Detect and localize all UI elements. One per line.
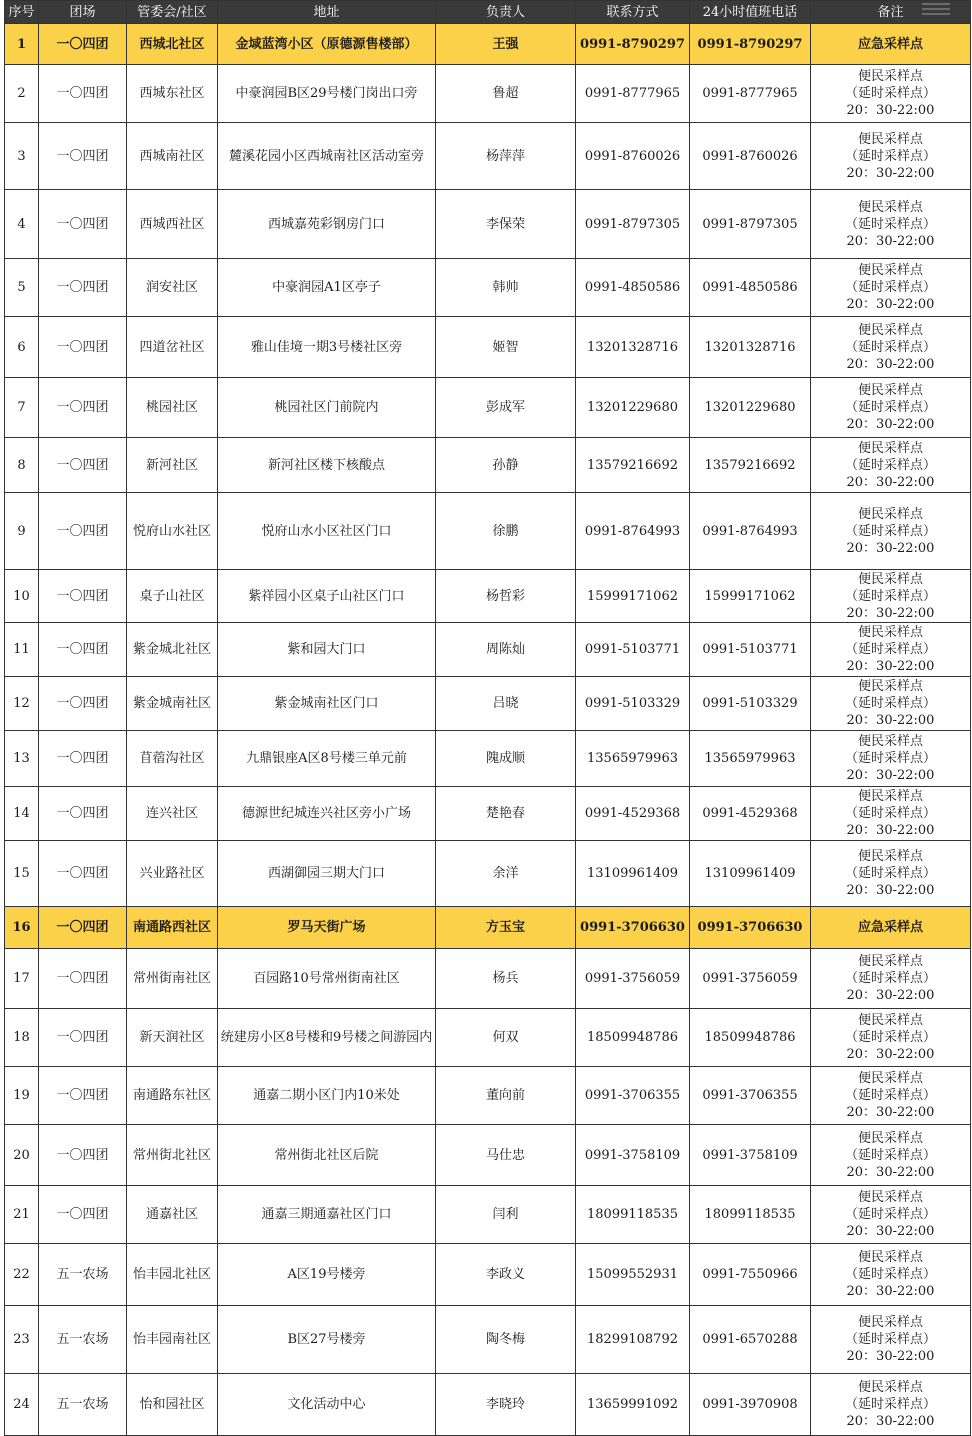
cell-hotline: 0991-8777965 [690,65,811,123]
cell-tuan: 一〇四团 [39,123,127,190]
note-line: 20：30-22:00 [846,883,935,898]
note-line: （延时采样点） [844,216,936,232]
note-line: 20：30-22:00 [846,165,935,181]
col-header-tuan: 团场 [39,1,127,24]
cell-note [811,623,971,677]
cell-person: 方玉宝 [436,907,576,949]
cell-note [811,438,971,493]
cell-hotline: 0991-5103771 [690,623,811,677]
cell-note [811,259,971,317]
note-line: （延时采样点） [844,339,936,355]
cell-note [811,190,971,259]
cell-hotline: 0991-8790297 [690,24,811,65]
cell-person: 彭成军 [436,378,576,438]
cell-community: 南通路东社区 [127,1067,218,1125]
cell-community: 新天润社区 [127,1009,218,1067]
cell-hotline: 0991-4529368 [690,787,811,841]
cell-community: 苜蓿沟社区 [127,731,218,787]
cell-note [811,1125,971,1186]
cell-community: 连兴社区 [127,787,218,841]
note-line: 20：30-22:00 [846,1105,935,1120]
note-line: 20：30-22:00 [846,823,935,838]
cell-community: 新河社区 [127,438,218,493]
note-line: 便民采样点 [857,625,923,640]
cell-tuan: 五一农场 [39,1374,127,1436]
cell-hotline: 13109961409 [690,841,811,907]
cell-no: 22 [5,1244,39,1306]
cell-note [811,317,971,378]
cell-person: 杨萍萍 [436,123,576,190]
table-row [5,24,971,65]
cell-community: 怡丰园南社区 [127,1306,218,1374]
cell-address: 常州街北社区后院 [218,1125,436,1186]
cell-person: 隗成顺 [436,731,576,787]
cell-community: 西城北社区 [127,24,218,65]
cell-no: 18 [5,1009,39,1067]
note-line: （延时采样点） [844,1088,936,1103]
cell-hotline: 0991-6570288 [690,1306,811,1374]
table-row [5,493,971,570]
note-line: （延时采样点） [844,148,936,164]
cell-community: 通嘉社区 [127,1186,218,1244]
cell-tuan: 一〇四团 [39,1067,127,1125]
cell-address: 悦府山水小区社区门口 [218,493,436,570]
cell-address: 通嘉二期小区门内10米处 [218,1067,436,1125]
cell-community: 怡和园社区 [127,1374,218,1436]
cell-contact: 15099552931 [576,1244,690,1306]
cell-contact: 0991-4850586 [576,259,690,317]
cell-note [811,907,971,949]
cell-contact: 13109961409 [576,841,690,907]
cell-note [811,1067,971,1125]
note-line: （延时采样点） [844,1147,936,1163]
cell-tuan: 一〇四团 [39,841,127,907]
cell-person: 李政义 [436,1244,576,1306]
cell-person: 徐鹏 [436,493,576,570]
table-row [5,949,971,1009]
cell-contact: 0991-8760026 [576,123,690,190]
cell-person: 鲁超 [436,65,576,123]
table-row [5,907,971,949]
table-row [5,1125,971,1186]
note-line: 便民采样点 [857,734,923,749]
cell-address: 西城嘉苑彩钢房门口 [218,190,436,259]
cell-hotline: 18509948786 [690,1009,811,1067]
cell-community: 润安社区 [127,259,218,317]
note-line: 20：30-22:00 [846,1224,935,1239]
cell-person: 董向前 [436,1067,576,1125]
col-header-person: 负责人 [436,1,576,24]
note-line: 20：30-22:00 [846,768,935,783]
note-line: 20：30-22:00 [846,713,935,728]
cell-community: 四道岔社区 [127,317,218,378]
cell-contact: 0991-8764993 [576,493,690,570]
cell-contact: 13201229680 [576,378,690,438]
cell-no: 17 [5,949,39,1009]
cell-contact: 0991-3706630 [576,907,690,949]
cell-hotline: 0991-3706630 [690,907,811,949]
cell-tuan: 一〇四团 [39,493,127,570]
table-row [5,731,971,787]
cell-address: 紫祥园小区桌子山社区门口 [218,570,436,623]
cell-contact: 13565979963 [576,731,690,787]
cell-contact: 0991-5103771 [576,623,690,677]
note-line: 20：30-22:00 [846,356,935,372]
cell-note [811,65,971,123]
cell-community: 常州街南社区 [127,949,218,1009]
cell-hotline: 18099118535 [690,1186,811,1244]
cell-no: 8 [5,438,39,493]
note-line: 20：30-22:00 [846,988,935,1003]
note-line: 便民采样点 [857,679,923,694]
cell-no: 15 [5,841,39,907]
cell-contact: 18299108792 [576,1306,690,1374]
cell-address: 九鼎银座A区8号楼三单元前 [218,731,436,787]
note-line: 20：30-22:00 [846,1164,935,1180]
cell-person: 何双 [436,1009,576,1067]
table-row [5,677,971,731]
table-row [5,1067,971,1125]
cell-person: 杨兵 [436,949,576,1009]
cell-address: 统建房小区8号楼和9号楼之间游园内 [218,1009,436,1067]
cell-hotline: 0991-3756059 [690,949,811,1009]
note-line: 便民采样点 [857,322,923,338]
note-line: 便民采样点 [857,69,923,84]
cell-contact: 13579216692 [576,438,690,493]
note-line: 便民采样点 [857,263,923,278]
col-header-no: 序号 [5,1,39,24]
cell-tuan: 一〇四团 [39,190,127,259]
cell-no: 21 [5,1186,39,1244]
cell-tuan: 一〇四团 [39,65,127,123]
cell-community: 悦府山水社区 [127,493,218,570]
note-line: 20：30-22:00 [846,474,935,490]
cell-tuan: 一〇四团 [39,677,127,731]
note-line: 便民采样点 [857,789,923,804]
note-line: 便民采样点 [857,849,923,864]
cell-hotline: 0991-3758109 [690,1125,811,1186]
cell-person: 马仕忠 [436,1125,576,1186]
note-line: 20：30-22:00 [846,103,935,118]
cell-tuan: 五一农场 [39,1306,127,1374]
cell-address: 麓溪花园小区西城南社区活动室旁 [218,123,436,190]
note-line: （延时采样点） [844,280,936,295]
cell-person: 闫利 [436,1186,576,1244]
cell-person: 孙静 [436,438,576,493]
cell-address: 新河社区楼下核酸点 [218,438,436,493]
cell-community: 西城西社区 [127,190,218,259]
cell-hotline: 0991-7550966 [690,1244,811,1306]
cell-community: 桃园社区 [127,378,218,438]
cell-person: 余洋 [436,841,576,907]
table-row [5,1374,971,1436]
cell-tuan: 一〇四团 [39,1009,127,1067]
cell-no: 14 [5,787,39,841]
note-line: （延时采样点） [844,866,936,881]
note-line: 20：30-22:00 [846,659,935,674]
cell-contact: 0991-5103329 [576,677,690,731]
cell-address: 中豪润园B区29号楼门岗出口旁 [218,65,436,123]
table-row [5,841,971,907]
note-line: （延时采样点） [844,806,936,821]
cell-address: A区19号楼旁 [218,1244,436,1306]
note-line: （延时采样点） [844,751,936,766]
table-row [5,1009,971,1067]
table-row [5,787,971,841]
cell-address: 西湖御园三期大门口 [218,841,436,907]
note-line: 便民采样点 [857,954,923,969]
table-row [5,1306,971,1374]
note-line: 便民采样点 [857,199,923,215]
note-line: （延时采样点） [844,588,936,604]
cell-address: 通嘉三期通嘉社区门口 [218,1186,436,1244]
note-line: 便民采样点 [857,506,923,522]
note-line: 20：30-22:00 [846,297,935,312]
cell-community: 紫金城北社区 [127,623,218,677]
col-header-note: 备注 [811,1,971,24]
cell-address: 百园路10号常州街南社区 [218,949,436,1009]
cell-no: 9 [5,493,39,570]
cell-community: 南通路西社区 [127,907,218,949]
cell-no: 10 [5,570,39,623]
cell-hotline: 13201229680 [690,378,811,438]
note-line: 便民采样点 [857,1250,923,1265]
note-line: 便民采样点 [857,1315,923,1330]
cell-person: 韩帅 [436,259,576,317]
cell-contact: 0991-3758109 [576,1125,690,1186]
cell-note [811,378,971,438]
note-line: 便民采样点 [857,1013,923,1028]
cell-hotline: 13201328716 [690,317,811,378]
cell-tuan: 一〇四团 [39,949,127,1009]
cell-no: 19 [5,1067,39,1125]
note-line: （延时采样点） [844,642,936,657]
note-line: 20：30-22:00 [846,417,935,432]
note-line: 便民采样点 [857,383,923,398]
cell-note [811,787,971,841]
cell-tuan: 一〇四团 [39,24,127,65]
menu-lines-icon [922,3,950,19]
note-line: （延时采样点） [844,1332,936,1347]
cell-contact: 0991-4529368 [576,787,690,841]
cell-contact: 0991-8790297 [576,24,690,65]
table-row [5,317,971,378]
cell-address: 罗马天街广场 [218,907,436,949]
note-line: 便民采样点 [857,1130,923,1146]
cell-person: 王强 [436,24,576,65]
cell-contact: 0991-3756059 [576,949,690,1009]
note-line: （延时采样点） [844,1267,936,1282]
cell-note [811,570,971,623]
cell-community: 紫金城南社区 [127,677,218,731]
cell-contact: 13201328716 [576,317,690,378]
cell-hotline: 13579216692 [690,438,811,493]
cell-note [811,1009,971,1067]
table-row [5,378,971,438]
cell-hotline: 0991-3970908 [690,1374,811,1436]
note-line: 20：30-22:00 [846,1047,935,1062]
note-line: （延时采样点） [844,1207,936,1222]
note-line: 20：30-22:00 [846,1414,935,1429]
cell-note [811,949,971,1009]
cell-note [811,24,971,65]
note-line: （延时采样点） [844,696,936,711]
cell-note [811,123,971,190]
cell-person: 周陈灿 [436,623,576,677]
cell-note [811,841,971,907]
cell-address: 紫和园大门口 [218,623,436,677]
cell-contact: 18099118535 [576,1186,690,1244]
cell-hotline: 0991-8797305 [690,190,811,259]
cell-tuan: 一〇四团 [39,378,127,438]
cell-address: 桃园社区门前院内 [218,378,436,438]
cell-person: 李晓玲 [436,1374,576,1436]
note-line: 便民采样点 [857,571,923,587]
cell-person: 李保荣 [436,190,576,259]
cell-no: 4 [5,190,39,259]
table-row [5,123,971,190]
note-line: 便民采样点 [857,1190,923,1205]
cell-community: 桌子山社区 [127,570,218,623]
cell-note [811,1374,971,1436]
cell-tuan: 一〇四团 [39,317,127,378]
cell-no: 6 [5,317,39,378]
table-row [5,1244,971,1306]
col-header-contact: 联系方式 [576,1,690,24]
cell-no: 5 [5,259,39,317]
note-line: （延时采样点） [844,457,936,473]
note-line: 便民采样点 [857,440,923,456]
table-row [5,65,971,123]
cell-address: 中豪润园A1区亭子 [218,259,436,317]
cell-hotline: 0991-4850586 [690,259,811,317]
cell-no: 7 [5,378,39,438]
cell-person: 杨哲彩 [436,570,576,623]
table-row [5,1186,971,1244]
cell-contact: 18509948786 [576,1009,690,1067]
note-line: 便民采样点 [857,1380,923,1395]
table-row [5,259,971,317]
cell-address: 金域蓝湾小区（原德源售楼部） [218,24,436,65]
table-body [5,24,971,1436]
note-line: 20：30-22:00 [846,1284,935,1299]
cell-contact: 0991-8797305 [576,190,690,259]
cell-no: 16 [5,907,39,949]
cell-contact: 0991-3706355 [576,1067,690,1125]
header-row [5,1,971,24]
cell-hotline: 0991-5103329 [690,677,811,731]
note-line: （延时采样点） [844,1030,936,1045]
cell-note [811,1186,971,1244]
cell-community: 常州街北社区 [127,1125,218,1186]
table-row [5,570,971,623]
cell-tuan: 一〇四团 [39,570,127,623]
cell-hotline: 13565979963 [690,731,811,787]
cell-no: 24 [5,1374,39,1436]
col-header-address: 地址 [218,1,436,24]
cell-address: 紫金城南社区门口 [218,677,436,731]
col-header-community: 管委会/社区 [127,1,218,24]
cell-contact: 15999171062 [576,570,690,623]
note-line: 应急采样点 [857,36,923,52]
cell-no: 3 [5,123,39,190]
cell-community: 兴业路社区 [127,841,218,907]
cell-tuan: 一〇四团 [39,731,127,787]
cell-address: 德源世纪城连兴社区旁小广场 [218,787,436,841]
cell-no: 20 [5,1125,39,1186]
cell-contact: 13659991092 [576,1374,690,1436]
cell-person: 姬智 [436,317,576,378]
cell-no: 12 [5,677,39,731]
cell-no: 1 [5,24,39,65]
note-line: 应急采样点 [857,920,923,935]
cell-tuan: 一〇四团 [39,438,127,493]
table-row [5,438,971,493]
note-line: （延时采样点） [844,1397,936,1412]
cell-hotline: 15999171062 [690,570,811,623]
cell-note [811,731,971,787]
cell-community: 西城南社区 [127,123,218,190]
cell-community: 西城东社区 [127,65,218,123]
cell-person: 吕晓 [436,677,576,731]
cell-tuan: 一〇四团 [39,787,127,841]
note-line: 20：30-22:00 [846,540,935,556]
cell-tuan: 一〇四团 [39,623,127,677]
note-line: （延时采样点） [844,86,936,101]
cell-person: 陶冬梅 [436,1306,576,1374]
cell-no: 13 [5,731,39,787]
cell-person: 楚艳春 [436,787,576,841]
cell-note [811,677,971,731]
note-line: 便民采样点 [857,131,923,147]
sampling-points-table [4,0,971,1436]
cell-tuan: 五一农场 [39,1244,127,1306]
col-header-hotline: 24小时值班电话 [690,1,811,24]
cell-tuan: 一〇四团 [39,1125,127,1186]
note-line: （延时采样点） [844,523,936,539]
cell-note [811,1244,971,1306]
cell-no: 23 [5,1306,39,1374]
cell-tuan: 一〇四团 [39,1186,127,1244]
cell-community: 怡丰园北社区 [127,1244,218,1306]
cell-note [811,1306,971,1374]
note-line: 20：30-22:00 [846,1349,935,1364]
note-line: 20：30-22:00 [846,605,935,621]
note-line: 便民采样点 [857,1071,923,1086]
cell-tuan: 一〇四团 [39,907,127,949]
cell-no: 11 [5,623,39,677]
note-line: 20：30-22:00 [846,233,935,249]
cell-tuan: 一〇四团 [39,259,127,317]
note-line: （延时采样点） [844,400,936,415]
table-row [5,623,971,677]
cell-hotline: 0991-3706355 [690,1067,811,1125]
cell-address: B区27号楼旁 [218,1306,436,1374]
cell-note [811,493,971,570]
cell-no: 2 [5,65,39,123]
note-line: （延时采样点） [844,971,936,986]
cell-address: 雅山佳境一期3号楼社区旁 [218,317,436,378]
cell-hotline: 0991-8760026 [690,123,811,190]
cell-address: 文化活动中心 [218,1374,436,1436]
table-row [5,190,971,259]
cell-hotline: 0991-8764993 [690,493,811,570]
cell-contact: 0991-8777965 [576,65,690,123]
